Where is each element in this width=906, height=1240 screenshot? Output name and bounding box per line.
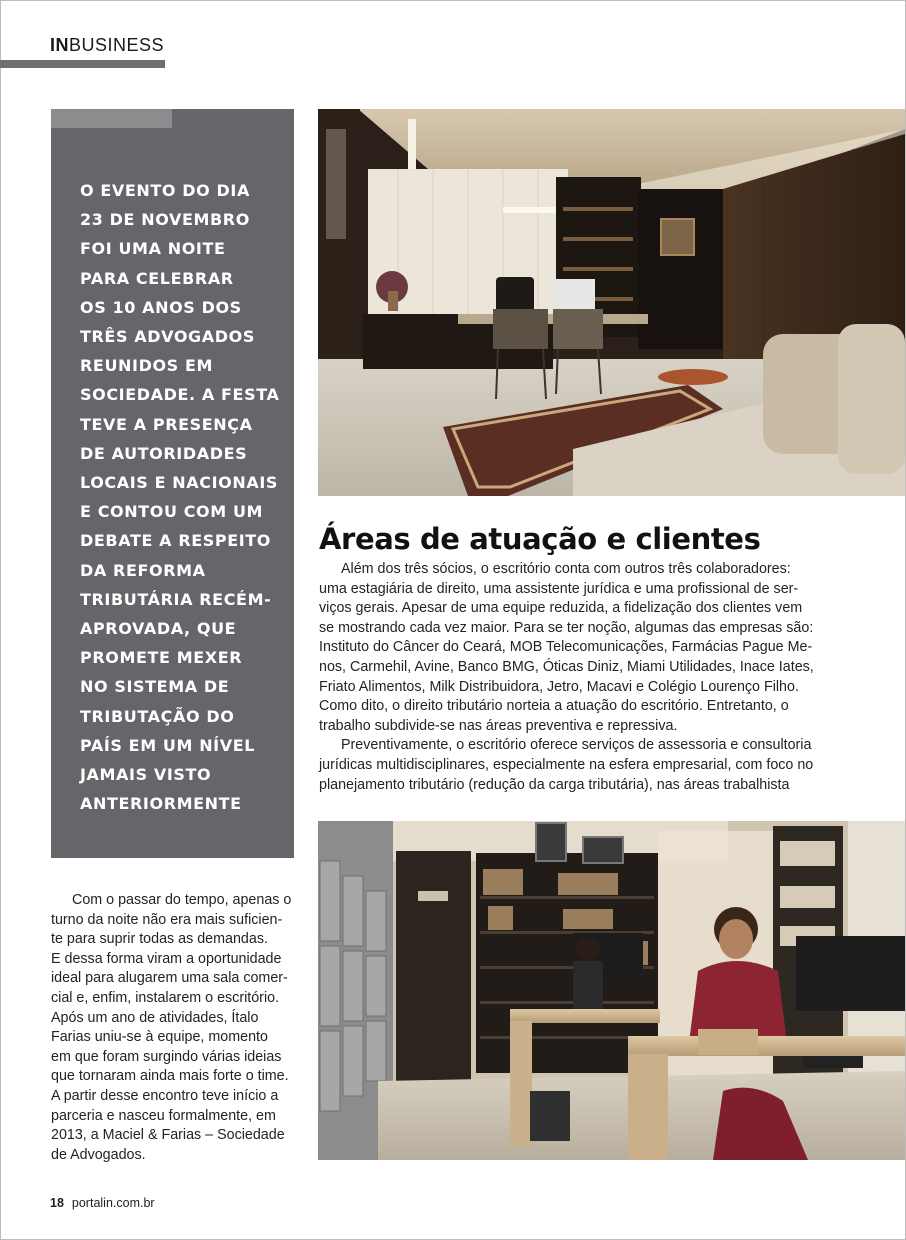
article-line: se mostrando cada vez maior. Para se ter noção, algumas das empresas são: [319,619,814,636]
section-label-regular: BUSINESS [69,35,165,55]
pull-quote-line: TEVE A PRESENÇA [80,414,253,434]
office-interior-image [318,109,905,496]
pull-quote-line: TRIBUTÁRIA RECÉM- [80,589,272,609]
pull-quote-line: PAÍS EM UM NÍVEL [80,735,256,755]
header-rule [0,60,165,68]
pull-quote-line: DA REFORMA [80,560,206,580]
pull-quote-line: TRIBUTAÇÃO DO [80,706,235,726]
article-line: cial e, enfim, instalarem o escritório. [51,989,280,1006]
article-line: 2013, a Maciel & Farias – Sociedade [51,1127,285,1144]
page-number: 18 [50,1196,64,1210]
pull-quote-line: OS 10 ANOS DOS [80,297,242,317]
pull-quote-line: PARA CELEBRAR [80,268,234,288]
pull-quote-line: ANTERIORMENTE [80,794,242,814]
office-photo-top [318,109,905,496]
article-line: trabalho subdivide-se nas áreas preventiva e repressiva. [319,717,678,734]
pull-quote-line: NO SISTEMA DE [80,677,230,697]
article-line: Com o passar do tempo, apenas o [72,892,292,908]
article-line: Farias uniu-se à equipe, momento [51,1029,268,1046]
article-line: uma estagiária de direito, uma assistente jurídica e uma profissional de ser- [319,580,799,597]
article-line: jurídicas multidisciplinares, especialmente na esfera empresarial, com foco no [319,756,814,773]
article-line: A partir desse encontro teve início a [51,1087,279,1104]
pull-quote-line: 23 DE NOVEMBRO [80,210,250,230]
article-line: E dessa forma viram a oportunidade [51,950,282,967]
pull-quote-line: APROVADA, QUE [80,619,237,639]
pull-quote-line: E CONTOU COM UM [80,502,264,522]
pull-quote-tab [51,109,172,128]
article-line: Instituto do Câncer do Ceará, MOB Telecomunicações, Farmácias Pague Me- [319,639,813,656]
article-line: Após um ano de atividades, Ítalo [51,1009,259,1026]
site-url[interactable]: portalin.com.br [71,1196,155,1210]
pull-quote [80,176,280,818]
article-line: te para suprir todas as demandas. [51,931,268,948]
pull-quote-line: JAMAIS VISTO [80,765,212,785]
pull-quote-line: TRÊS ADVOGADOS [80,327,255,347]
section-heading: Áreas de atuação e clientes [319,522,761,556]
page-footer [50,1196,155,1210]
pull-quote-line: REUNIDOS EM [80,356,214,376]
article-line: turno da noite não era mais suficien- [51,911,283,928]
article-line: de Advogados. [51,1146,146,1163]
article-line: nos, Carmehil, Avine, Banco BMG, Óticas Diniz, Miami Utilidades, Inace Iates, [319,658,814,675]
article-line: Preventivamente, o escritório oferece serviços de assessoria e consultoria [341,737,812,754]
article-line: planejamento tributário (redução da carga tributária), nas áreas trabalhista [319,776,790,793]
pull-quote-line: DE AUTORIDADES [80,443,248,463]
article-line: viços gerais. Apesar de uma equipe reduzida, a fidelização dos clientes vem [319,600,803,617]
article-line: que tornaram ainda mais forte o time. [51,1068,289,1085]
article-line: em que foram surgindo várias ideias [51,1048,282,1065]
pull-quote-line: O EVENTO DO DIA [80,181,250,200]
section-label [50,35,164,56]
reception-image [318,821,905,1160]
article-text-left [51,891,294,1165]
pull-quote-line: LOCAIS E NACIONAIS [80,473,279,493]
article-text-right [319,560,827,795]
article-line: Além dos três sócios, o escritório conta com outros três colaboradores: [341,561,791,577]
article-line: ideal para alugarem uma sala comer- [51,970,288,987]
article-line: parceria e nasceu formalmente, em [51,1107,276,1124]
article-line: Friato Alimentos, Milk Distribuidora, Jetro, Macavi e Colégio Lourenço Filho. [319,678,799,695]
office-photo-bottom [318,821,905,1160]
section-label-bold: IN [50,35,69,55]
pull-quote-line: PROMETE MEXER [80,648,243,668]
article-line: Como dito, o direito tributário norteia a atuação do escritório. Entretanto, o [319,698,789,715]
pull-quote-line: DEBATE A RESPEITO [80,531,272,551]
pull-quote-line: SOCIEDADE. A FESTA [80,385,280,405]
pull-quote-line: FOI UMA NOITE [80,239,226,259]
